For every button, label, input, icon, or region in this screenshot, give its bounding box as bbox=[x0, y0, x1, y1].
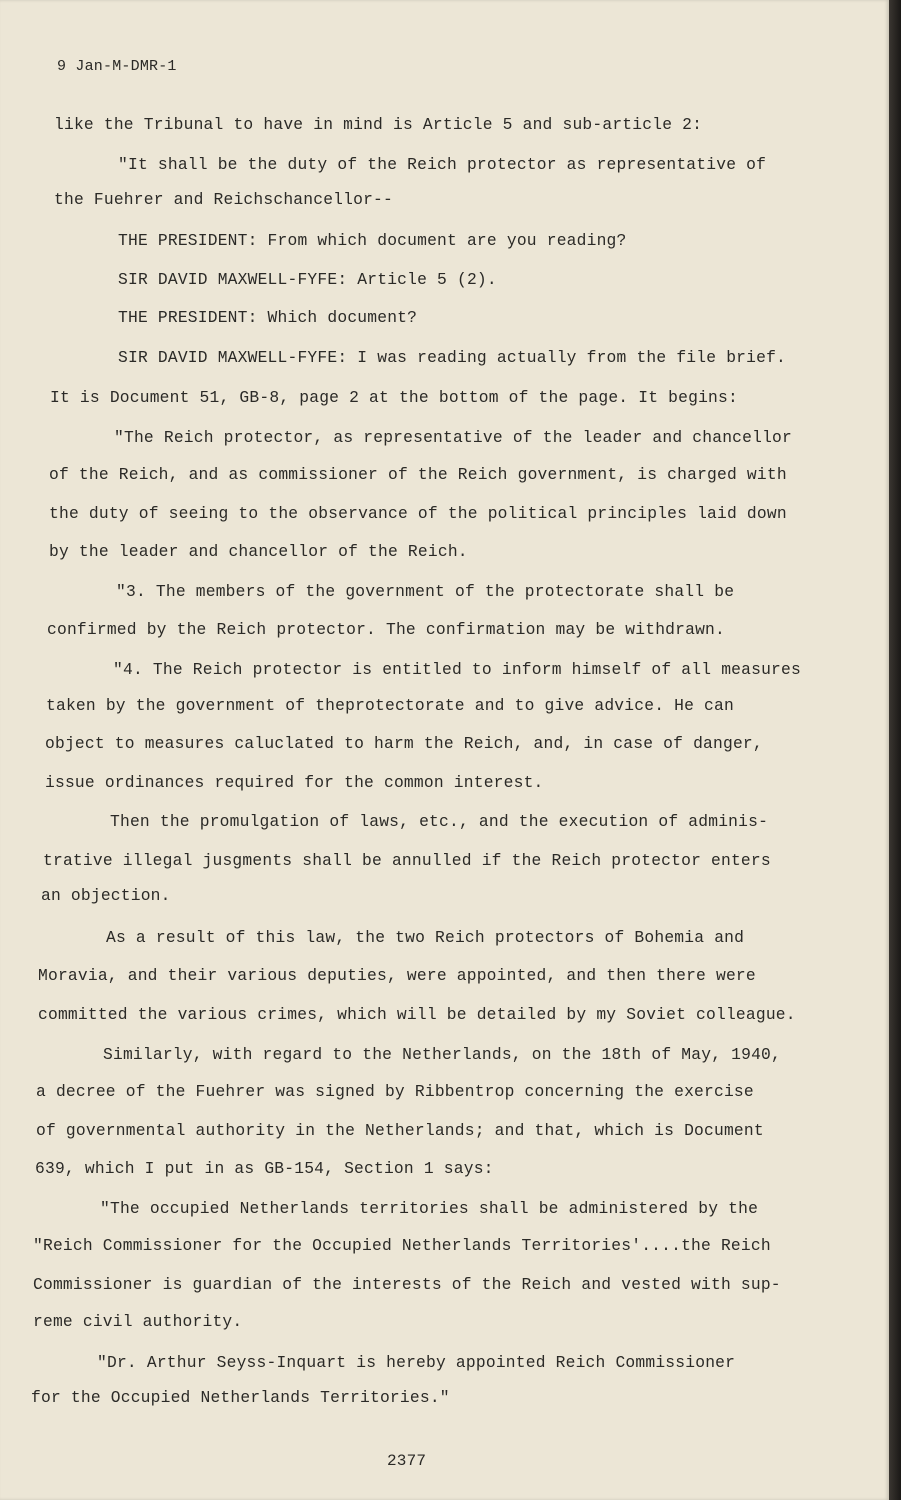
page-number: 2377 bbox=[387, 1452, 427, 1470]
text-line: of governmental authority in the Netherlands; and that, which is Document bbox=[36, 1121, 764, 1140]
text-line: the duty of seeing to the observance of the political principles laid down bbox=[49, 504, 787, 523]
text-line: issue ordinances required for the common interest. bbox=[45, 773, 544, 792]
page-edge bbox=[889, 0, 901, 1500]
text-line: "The occupied Netherlands territories shall be administered by the bbox=[100, 1199, 759, 1218]
text-line: object to measures caluclated to harm the Reich, and, in case of danger, bbox=[45, 734, 763, 753]
text-line: reme civil authority. bbox=[33, 1312, 243, 1331]
page-header: 9 Jan-M-DMR-1 bbox=[57, 58, 177, 75]
text-line: taken by the government of theprotectorate and to give advice. He can bbox=[46, 696, 734, 715]
text-line: It is Document 51, GB-8, page 2 at the bottom of the page. It begins: bbox=[50, 388, 738, 407]
text-line: "4. The Reich protector is entitled to inform himself of all measures bbox=[113, 660, 801, 679]
text-line: "It shall be the duty of the Reich protector as representative of bbox=[118, 155, 767, 174]
text-line: a decree of the Fuehrer was signed by Ribbentrop concerning the exercise bbox=[36, 1082, 754, 1101]
text-line: SIR DAVID MAXWELL-FYFE: I was reading actually from the file brief. bbox=[118, 348, 787, 367]
text-line: like the Tribunal to have in mind is Article 5 and sub-article 2: bbox=[54, 115, 703, 134]
text-line: THE PRESIDENT: From which document are you reading? bbox=[118, 231, 627, 250]
text-line: SIR DAVID MAXWELL-FYFE: Article 5 (2). bbox=[118, 270, 497, 289]
text-line: "The Reich protector, as representative of the leader and chancellor bbox=[114, 428, 792, 447]
text-line: "3. The members of the government of the protectorate shall be bbox=[116, 582, 735, 601]
text-line: an objection. bbox=[41, 886, 171, 905]
text-line: committed the various crimes, which will be detailed by my Soviet colleague. bbox=[38, 1005, 796, 1024]
text-line: Then the promulgation of laws, etc., and the execution of adminis- bbox=[110, 812, 769, 831]
text-line: Similarly, with regard to the Netherlands, on the 18th of May, 1940, bbox=[103, 1045, 781, 1064]
text-line: Moravia, and their various deputies, were appointed, and then there were bbox=[38, 966, 756, 985]
text-line: As a result of this law, the two Reich protectors of Bohemia and bbox=[106, 928, 745, 947]
text-line: for the Occupied Netherlands Territories." bbox=[31, 1388, 450, 1407]
text-line: of the Reich, and as commissioner of the Reich government, is charged with bbox=[49, 465, 787, 484]
text-line: confirmed by the Reich protector. The confirmation may be withdrawn. bbox=[47, 620, 725, 639]
text-line: THE PRESIDENT: Which document? bbox=[118, 308, 418, 327]
text-line: "Dr. Arthur Seyss-Inquart is hereby appointed Reich Commissioner bbox=[97, 1353, 736, 1372]
text-line: trative illegal jusgments shall be annulled if the Reich protector enters bbox=[43, 851, 771, 870]
text-line: "Reich Commissioner for the Occupied Netherlands Territories'....the Reich bbox=[33, 1236, 771, 1255]
text-line: by the leader and chancellor of the Reich. bbox=[49, 542, 468, 561]
text-line: the Fuehrer and Reichschancellor-- bbox=[54, 190, 393, 209]
text-line: 639, which I put in as GB-154, Section 1 says: bbox=[35, 1159, 494, 1178]
text-line: Commissioner is guardian of the interests of the Reich and vested with sup- bbox=[33, 1275, 781, 1294]
